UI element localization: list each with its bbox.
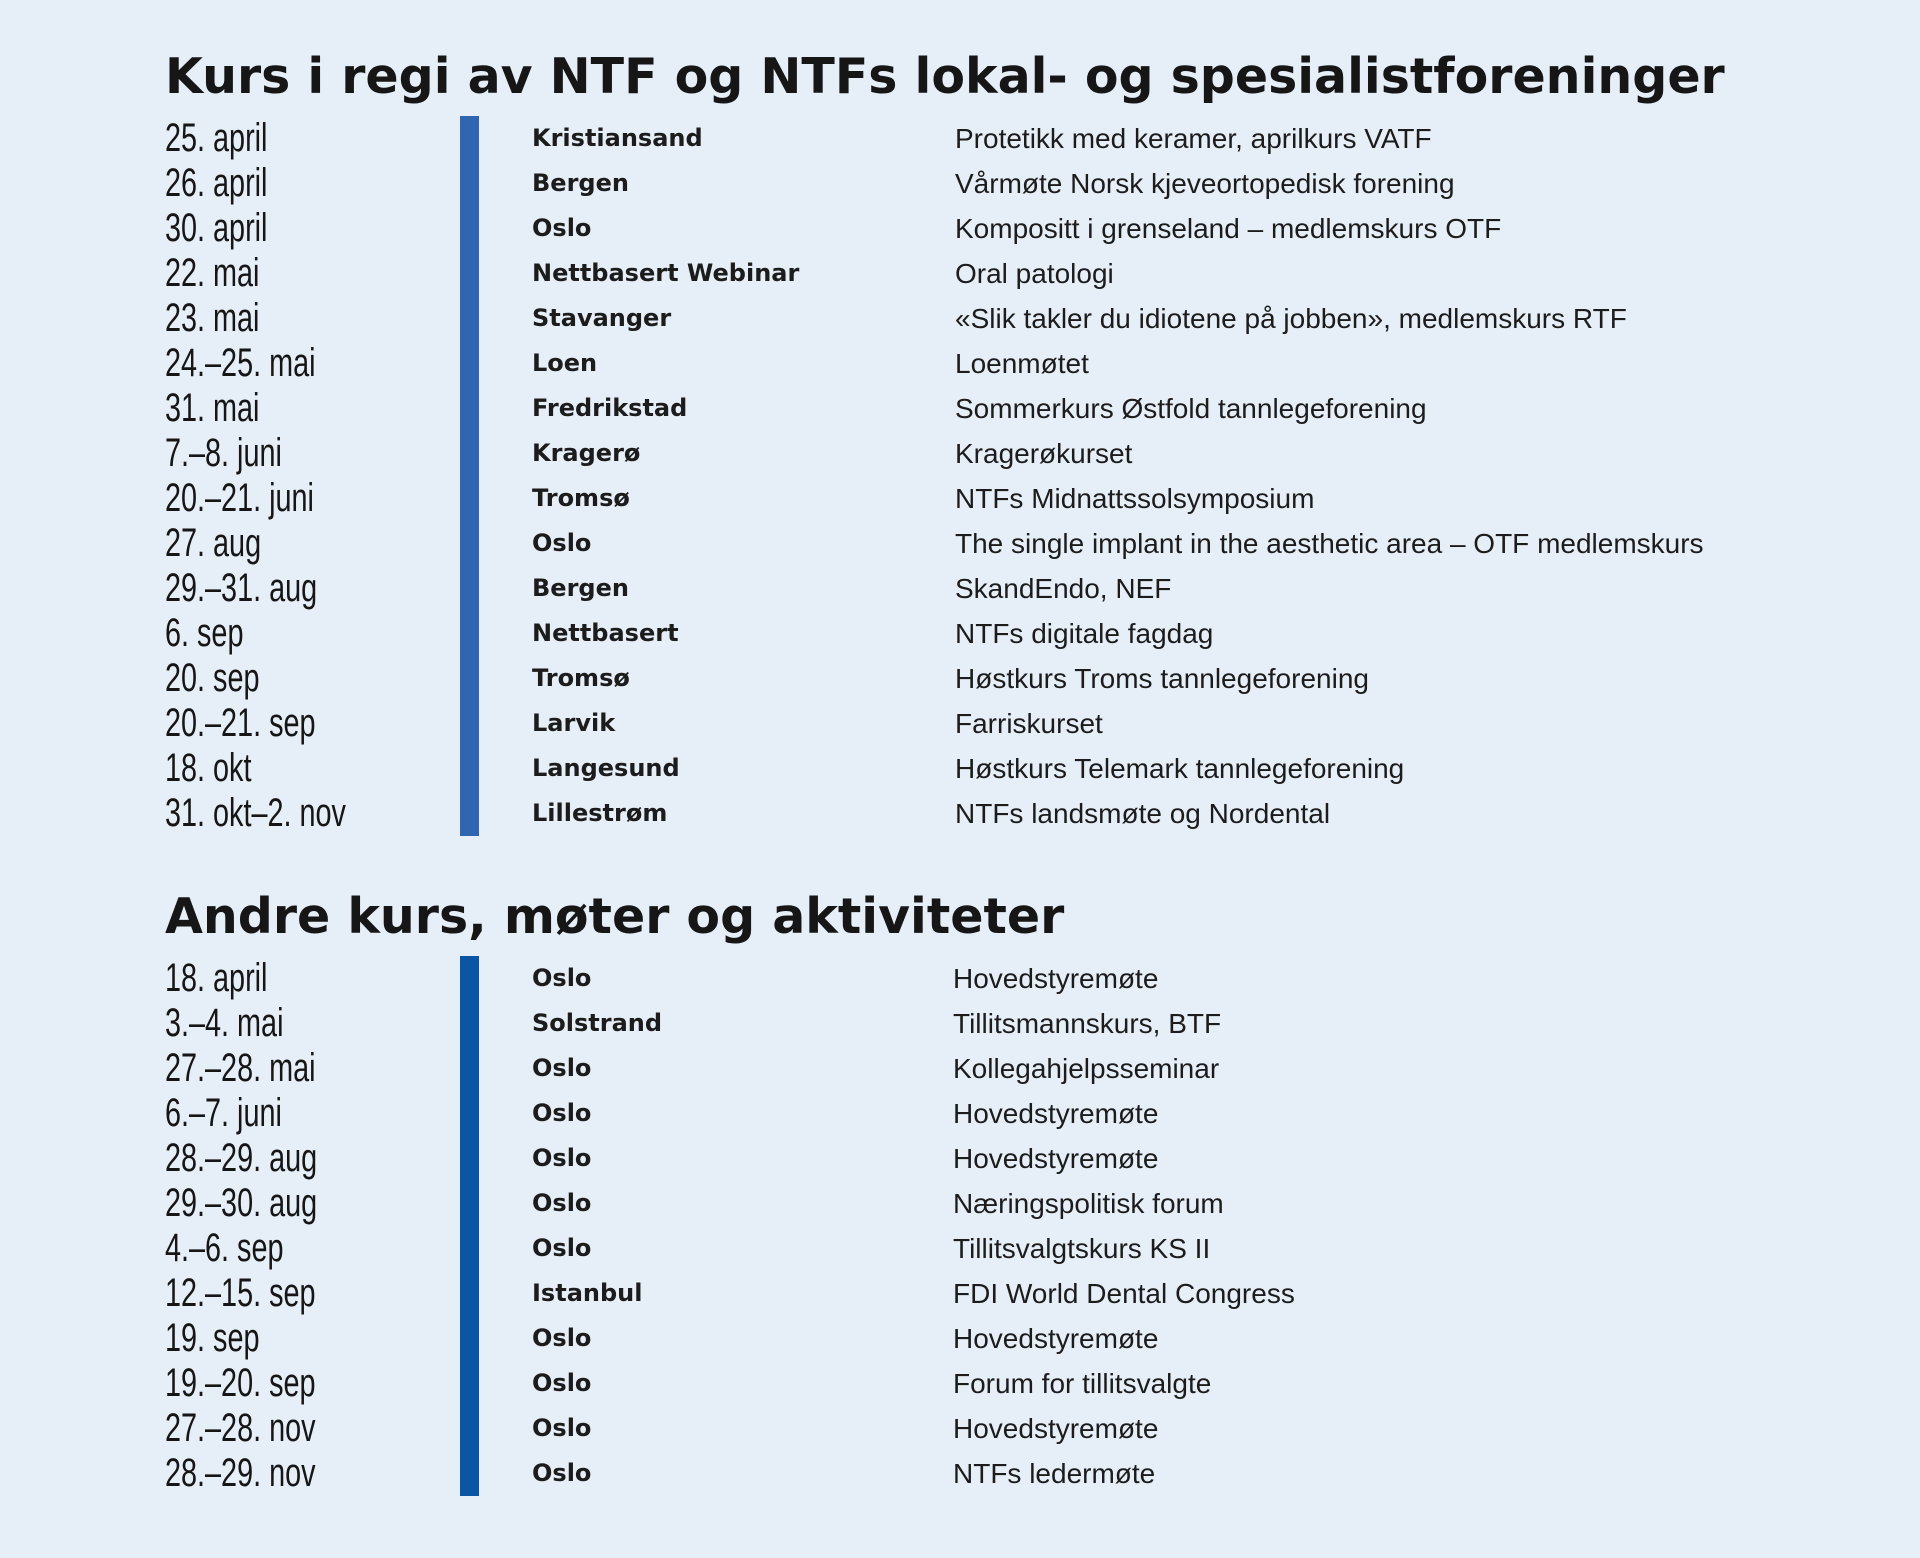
event-place: Oslo (532, 1414, 592, 1442)
event-place: Kristiansand (532, 124, 703, 152)
section-ntf-courses (165, 38, 1765, 836)
event-date: 22. mai (165, 251, 260, 295)
event-description: Høstkurs Troms tannlegeforening (955, 663, 1369, 694)
event-place: Lillestrøm (532, 799, 668, 827)
event-description: Kollegahjelpsseminar (953, 1053, 1220, 1084)
event-place: Oslo (532, 1324, 592, 1352)
event-row (165, 1361, 1765, 1406)
event-description: NTFs ledermøte (953, 1458, 1156, 1489)
event-place: Oslo (532, 964, 592, 992)
event-place: Oslo (532, 1369, 592, 1397)
event-date: 6. sep (165, 611, 244, 655)
event-place: Kragerø (532, 439, 641, 467)
event-date: 27. aug (165, 521, 262, 565)
event-row (165, 341, 1765, 386)
event-row (165, 611, 1765, 656)
event-date: 25. april (165, 116, 268, 160)
event-place: Istanbul (532, 1279, 643, 1307)
event-place: Bergen (532, 169, 629, 197)
section-other-activities (165, 878, 1765, 1496)
event-date: 27.–28. nov (165, 1406, 316, 1450)
event-description: Hovedstyremøte (953, 963, 1159, 994)
event-row (165, 701, 1765, 746)
event-row (165, 296, 1765, 341)
event-row (165, 206, 1765, 251)
event-date: 28.–29. aug (165, 1136, 318, 1180)
event-description: Kragerøkurset (955, 438, 1133, 469)
event-description: SkandEndo, NEF (955, 573, 1172, 604)
event-description: Vårmøte Norsk kjeveortopedisk forening (955, 168, 1455, 199)
event-date: 31. okt–2. nov (165, 791, 346, 835)
event-row (165, 1001, 1765, 1046)
event-row (165, 476, 1765, 521)
section-title: Kurs i regi av NTF og NTFs lokal- og spesialistforeninger (165, 48, 1725, 105)
event-date: 31. mai (165, 386, 260, 430)
event-date: 24.–25. mai (165, 341, 316, 385)
event-description: Sommerkurs Østfold tannlegeforening (955, 393, 1427, 424)
event-place: Tromsø (532, 484, 630, 512)
event-date: 7.–8. juni (165, 431, 282, 475)
event-description: Farriskurset (955, 708, 1103, 739)
event-list (165, 116, 1765, 836)
event-date: 26. april (165, 161, 268, 205)
event-description: Forum for tillitsvalgte (953, 1368, 1212, 1399)
event-description: Tillitsmannskurs, BTF (953, 1008, 1222, 1039)
event-description: FDI World Dental Congress (953, 1278, 1295, 1309)
event-place: Oslo (532, 1099, 592, 1127)
event-place: Oslo (532, 1459, 592, 1487)
event-row (165, 1136, 1765, 1181)
event-place: Stavanger (532, 304, 672, 332)
event-date: 18. april (165, 956, 268, 1000)
event-date: 23. mai (165, 296, 260, 340)
event-row (165, 116, 1765, 161)
event-place: Larvik (532, 709, 616, 737)
event-place: Solstrand (532, 1009, 663, 1037)
event-date: 3.–4. mai (165, 1001, 284, 1045)
event-date: 20.–21. juni (165, 476, 314, 520)
event-date: 27.–28. mai (165, 1046, 316, 1090)
event-row (165, 1451, 1765, 1496)
event-date: 20.–21. sep (165, 701, 316, 745)
event-row (165, 566, 1765, 611)
event-description: Høstkurs Telemark tannlegeforening (955, 753, 1405, 784)
event-date: 28.–29. nov (165, 1451, 316, 1495)
section-title: Andre kurs, møter og aktiviteter (165, 888, 1065, 945)
event-date: 20. sep (165, 656, 260, 700)
event-description: Hovedstyremøte (953, 1323, 1159, 1354)
event-place: Bergen (532, 574, 629, 602)
event-date: 29.–30. aug (165, 1181, 318, 1225)
event-description: NTFs landsmøte og Nordental (955, 798, 1331, 829)
event-place: Nettbasert (532, 619, 679, 647)
event-description: NTFs digitale fagdag (955, 618, 1214, 649)
event-date: 19. sep (165, 1316, 260, 1360)
event-row (165, 161, 1765, 206)
event-list (165, 956, 1765, 1496)
event-description: Næringspolitisk forum (953, 1188, 1224, 1219)
event-description: Oral patologi (955, 258, 1114, 289)
event-date: 30. april (165, 206, 268, 250)
event-row (165, 1406, 1765, 1451)
event-row (165, 1046, 1765, 1091)
event-row (165, 956, 1765, 1001)
event-date: 29.–31. aug (165, 566, 318, 610)
event-description: Hovedstyremøte (953, 1098, 1159, 1129)
event-row (165, 1091, 1765, 1136)
event-row (165, 1316, 1765, 1361)
event-description: Hovedstyremøte (953, 1413, 1159, 1444)
event-row (165, 1271, 1765, 1316)
event-place: Oslo (532, 214, 592, 242)
event-place: Oslo (532, 1234, 592, 1262)
event-place: Tromsø (532, 664, 630, 692)
event-place: Nettbasert Webinar (532, 259, 800, 287)
event-row (165, 521, 1765, 566)
event-row (165, 1226, 1765, 1271)
event-description: Tillitsvalgtskurs KS II (953, 1233, 1211, 1264)
event-place: Fredrikstad (532, 394, 688, 422)
event-place: Oslo (532, 1144, 592, 1172)
event-row (165, 386, 1765, 431)
event-date: 12.–15. sep (165, 1271, 316, 1315)
event-description: Protetikk med keramer, aprilkurs VATF (955, 123, 1432, 154)
event-date: 4.–6. sep (165, 1226, 284, 1270)
event-row (165, 1181, 1765, 1226)
event-row (165, 251, 1765, 296)
event-date: 18. okt (165, 746, 252, 790)
event-row (165, 746, 1765, 791)
event-description: Kompositt i grenseland – medlemskurs OTF (955, 213, 1502, 244)
event-place: Oslo (532, 1189, 592, 1217)
event-description: Hovedstyremøte (953, 1143, 1159, 1174)
event-description: The single implant in the aesthetic area – OTF medlemskurs (955, 528, 1704, 559)
event-description: Loenmøtet (955, 348, 1089, 379)
event-place: Langesund (532, 754, 680, 782)
event-date: 6.–7. juni (165, 1091, 282, 1135)
event-place: Oslo (532, 529, 592, 557)
event-description: «Slik takler du idiotene på jobben», medlemskurs RTF (955, 303, 1627, 334)
event-row (165, 656, 1765, 701)
event-row (165, 791, 1765, 836)
event-place: Loen (532, 349, 598, 377)
event-description: NTFs Midnattssolsymposium (955, 483, 1315, 514)
event-row (165, 431, 1765, 476)
event-date: 19.–20. sep (165, 1361, 316, 1405)
event-place: Oslo (532, 1054, 592, 1082)
